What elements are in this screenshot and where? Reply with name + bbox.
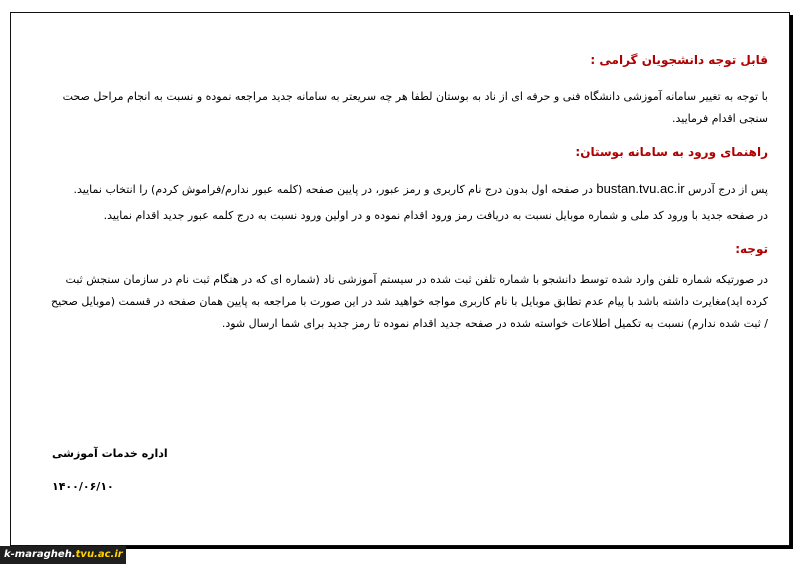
- footer-site-prefix: k-maragheh.: [4, 549, 76, 560]
- guide-step-1: [48, 178, 768, 201]
- notice-paragraph: با توجه به تغییر سامانه آموزشی دانشگاه فنی و حرفه ای از ناد به بوستان لطفا هر چه سریعتر به سامانه جدید مراجعه نموده و نسبت به انجام مراحل صحت سنجی اقدام فرمایید.: [62, 90, 768, 125]
- notice-date: ۱۴۰۰/۰۶/۱۰: [52, 480, 114, 493]
- note-paragraph: در صورتیکه شماره تلفن وارد شده توسط دانشجو با شماره تلفن ثبت شده در سیستم آموزشی ناد (شماره ای که در هنگام ثبت نام در سازمان سنجش ثبت کرده اید)مغایرت داشته باشد با پیام عدم تطابق موبایل با نام کاربری مواجه خواهید شد در این صورت با مراجعه به پایین همان صفحه در قسمت (موبایل صحیح / ثبت شده ندارم) نسبت به تکمیل اطلاعات خواسته شده در صفحه جدید اقدام نموده تا رمز جدید برای شما ارسال شود.: [51, 273, 768, 330]
- signature: اداره خدمات آموزشی: [52, 447, 168, 460]
- guide-heading: راهنمای ورود به سامانه بوستان:: [575, 145, 768, 159]
- footer-site-suffix: tvu.ac.ir: [75, 549, 123, 560]
- step1-before-text: پس از درج آدرس: [688, 183, 768, 196]
- portal-url[interactable]: bustan.tvu.ac.ir: [596, 181, 685, 196]
- notice-heading: قابل توجه دانشجویان گرامی :: [590, 53, 768, 67]
- note-heading: توجه:: [735, 242, 768, 256]
- guide-step-2: در صفحه جدید با ورود کد ملی و شماره موبایل نسبت به دریافت رمز ورود اقدام نموده و در اولین ورود نسبت به درج کلمه عبور جدید اقدام نمایید.: [103, 209, 768, 222]
- notice-body: [48, 52, 768, 349]
- step1-after-text: در صفحه اول بدون درج نام کاربری و رمز عبور، در پایین صفحه (کلمه عبور ندارم/فراموش کردم) را انتخاب نمایید.: [73, 183, 593, 196]
- footer-site-link[interactable]: [0, 546, 126, 564]
